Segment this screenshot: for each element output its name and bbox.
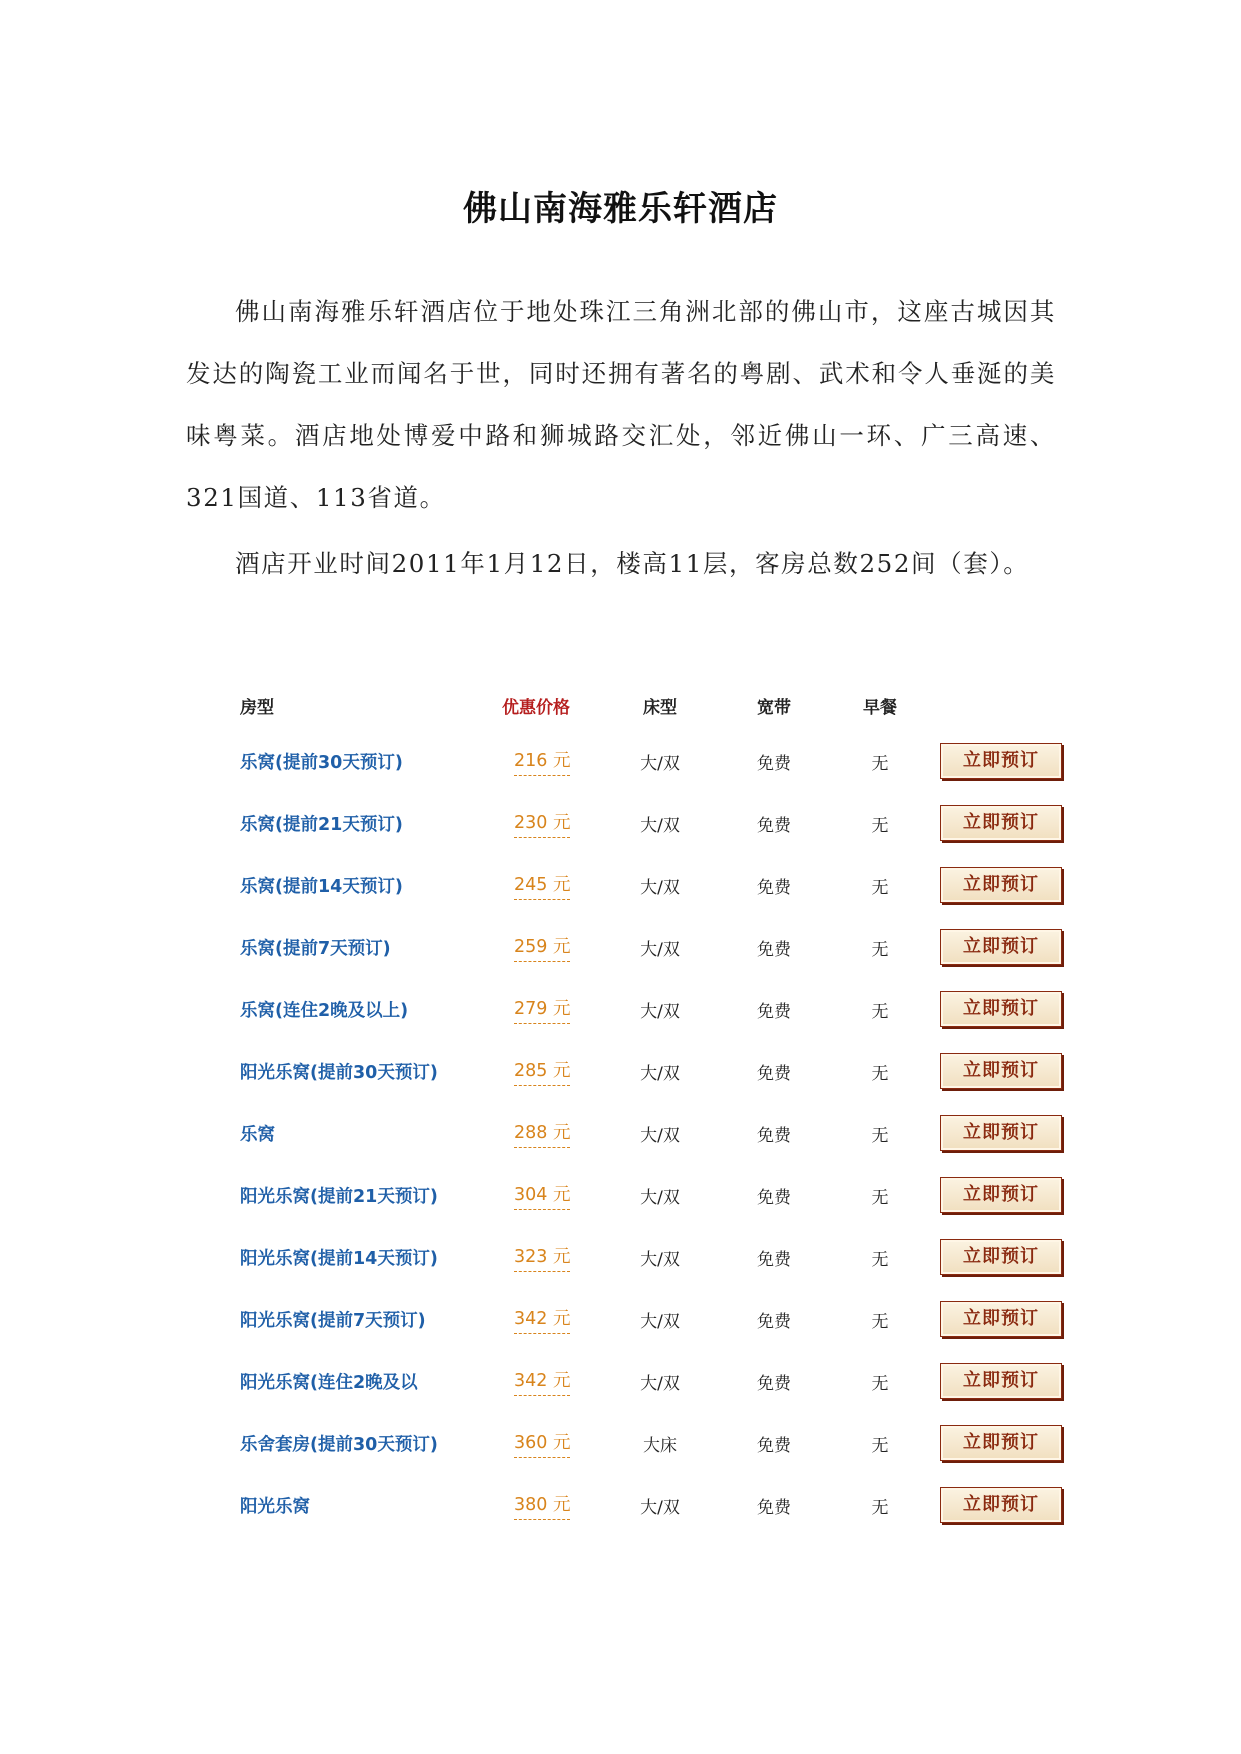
- bed-type-cell: [620, 978, 700, 1040]
- broadband-cell: [734, 1412, 814, 1474]
- table-row: [240, 1350, 1080, 1412]
- room-name-link[interactable]: 乐窝(连住2晚及以上): [240, 1000, 409, 1021]
- broadband-cell: [734, 1288, 814, 1350]
- book-now-button[interactable]: 立即预订: [940, 929, 1062, 965]
- broadband-value: 免费: [757, 877, 791, 898]
- bed-type-cell: [620, 1288, 700, 1350]
- broadband-value: 免费: [757, 1311, 791, 1332]
- action-cell: [940, 1412, 1080, 1474]
- room-name-link[interactable]: 阳光乐窝(提前21天预订): [240, 1186, 438, 1207]
- room-name-cell: [240, 916, 490, 978]
- breakfast-cell: [840, 1164, 920, 1226]
- book-now-button[interactable]: 立即预订: [940, 1487, 1062, 1523]
- room-name-link[interactable]: 阳光乐窝(连住2晚及以: [240, 1372, 418, 1393]
- price-value: 380 元: [514, 1491, 570, 1520]
- breakfast-value: 无: [871, 1497, 889, 1518]
- broadband-cell: [734, 1226, 814, 1288]
- action-cell: [940, 916, 1080, 978]
- room-name-link[interactable]: 乐窝(提前21天预订): [240, 814, 403, 835]
- price-cell: [502, 1474, 612, 1536]
- breakfast-cell: [840, 1288, 920, 1350]
- broadband-value: 免费: [757, 815, 791, 836]
- breakfast-cell: [840, 1474, 920, 1536]
- action-cell: [940, 1474, 1080, 1536]
- bed-type-value: 大/双: [640, 1125, 680, 1146]
- intro-paragraph: 佛山南海雅乐轩酒店位于地处珠江三角洲北部的佛山市，这座古城因其发达的陶瓷工业而闻名于世，同时还拥有著名的粤剧、武术和令人垂涎的美味粤菜。酒店地处博爱中路和狮城路交汇处，邻近佛山一环、广三高速、321国道、113省道。: [186, 296, 1056, 512]
- bed-type-value: 大/双: [640, 1373, 680, 1394]
- price-cell: [502, 1226, 612, 1288]
- bed-type-cell: [620, 916, 700, 978]
- price-value: 342 元: [514, 1367, 570, 1396]
- table-row: [240, 1412, 1080, 1474]
- broadband-value: 免费: [757, 1373, 791, 1394]
- broadband-value: 免费: [757, 753, 791, 774]
- table-row: [240, 978, 1080, 1040]
- room-name-cell: [240, 1040, 490, 1102]
- book-now-button[interactable]: 立即预订: [940, 1177, 1062, 1213]
- price-cell: [502, 1164, 612, 1226]
- room-name-cell: [240, 1474, 490, 1536]
- bed-type-value: 大/双: [640, 1497, 680, 1518]
- breakfast-value: 无: [871, 939, 889, 960]
- breakfast-cell: [840, 792, 920, 854]
- price-cell: [502, 1288, 612, 1350]
- price-cell: [502, 978, 612, 1040]
- price-value: 245 元: [514, 871, 570, 900]
- table-row: [240, 854, 1080, 916]
- bed-type-value: 大/双: [640, 753, 680, 774]
- broadband-value: 免费: [757, 1435, 791, 1456]
- breakfast-cell: [840, 1350, 920, 1412]
- book-now-button[interactable]: 立即预订: [940, 867, 1062, 903]
- price-value: 216 元: [514, 747, 570, 776]
- book-now-button[interactable]: 立即预订: [940, 1363, 1062, 1399]
- breakfast-cell: [840, 1226, 920, 1288]
- header-broadband: 宽带: [757, 697, 791, 718]
- price-value: 288 元: [514, 1119, 570, 1148]
- book-now-button[interactable]: 立即预订: [940, 1425, 1062, 1461]
- bed-type-value: 大/双: [640, 877, 680, 898]
- price-cell: [502, 792, 612, 854]
- broadband-cell: [734, 1102, 814, 1164]
- bed-type-cell: [620, 1412, 700, 1474]
- action-cell: [940, 730, 1080, 792]
- price-cell: [502, 1040, 612, 1102]
- price-cell: [502, 854, 612, 916]
- document-title: 佛山南海雅乐轩酒店: [463, 188, 778, 229]
- bed-type-value: 大床: [643, 1435, 677, 1456]
- broadband-value: 免费: [757, 1063, 791, 1084]
- bed-type-value: 大/双: [640, 1311, 680, 1332]
- room-name-link[interactable]: 乐窝(提前7天预订): [240, 938, 391, 959]
- broadband-cell: [734, 854, 814, 916]
- room-name-cell: [240, 1412, 490, 1474]
- bed-type-value: 大/双: [640, 1187, 680, 1208]
- breakfast-cell: [840, 1102, 920, 1164]
- bed-type-value: 大/双: [640, 939, 680, 960]
- room-name-cell: [240, 1102, 490, 1164]
- table-row: [240, 1164, 1080, 1226]
- table-row: [240, 1474, 1080, 1536]
- bed-type-cell: [620, 730, 700, 792]
- price-value: 360 元: [514, 1429, 570, 1458]
- bed-type-cell: [620, 1102, 700, 1164]
- room-name-link[interactable]: 乐舍套房(提前30天预订): [240, 1434, 438, 1455]
- action-cell: [940, 1226, 1080, 1288]
- room-name-cell: [240, 1226, 490, 1288]
- book-now-button[interactable]: 立即预订: [940, 743, 1062, 779]
- book-now-button[interactable]: 立即预订: [940, 1053, 1062, 1089]
- room-name-cell: [240, 1164, 490, 1226]
- room-name-cell: [240, 978, 490, 1040]
- table-header-row: [240, 680, 1080, 730]
- room-name-link[interactable]: 阳光乐窝(提前7天预订): [240, 1310, 426, 1331]
- breakfast-cell: [840, 978, 920, 1040]
- book-now-button[interactable]: 立即预订: [940, 1239, 1062, 1275]
- broadband-cell: [734, 916, 814, 978]
- room-name-link[interactable]: 乐窝(提前30天预订): [240, 752, 403, 773]
- header-price: 优惠价格: [502, 697, 570, 718]
- price-cell: [502, 1102, 612, 1164]
- bed-type-cell: [620, 1164, 700, 1226]
- broadband-cell: [734, 792, 814, 854]
- book-now-button[interactable]: 立即预订: [940, 1301, 1062, 1337]
- bed-type-cell: [620, 1040, 700, 1102]
- bed-type-value: 大/双: [640, 815, 680, 836]
- broadband-value: 免费: [757, 1497, 791, 1518]
- bed-type-value: 大/双: [640, 1001, 680, 1022]
- room-rate-table: [240, 680, 1080, 1536]
- price-value: 342 元: [514, 1305, 570, 1334]
- broadband-cell: [734, 1474, 814, 1536]
- broadband-value: 免费: [757, 1249, 791, 1270]
- action-cell: [940, 1288, 1080, 1350]
- breakfast-value: 无: [871, 1001, 889, 1022]
- broadband-cell: [734, 1350, 814, 1412]
- action-cell: [940, 1102, 1080, 1164]
- breakfast-cell: [840, 1412, 920, 1474]
- header-room-type: 房型: [240, 697, 274, 718]
- price-cell: [502, 916, 612, 978]
- broadband-cell: [734, 730, 814, 792]
- price-value: 323 元: [514, 1243, 570, 1272]
- breakfast-value: 无: [871, 1311, 889, 1332]
- room-name-link[interactable]: 阳光乐窝: [240, 1496, 310, 1517]
- breakfast-cell: [840, 916, 920, 978]
- bed-type-cell: [620, 854, 700, 916]
- table-row: [240, 792, 1080, 854]
- table-row: [240, 916, 1080, 978]
- bed-type-value: 大/双: [640, 1063, 680, 1084]
- price-value: 279 元: [514, 995, 570, 1024]
- breakfast-value: 无: [871, 877, 889, 898]
- room-name-cell: [240, 792, 490, 854]
- price-value: 304 元: [514, 1181, 570, 1210]
- room-name-link[interactable]: 乐窝: [240, 1124, 275, 1145]
- room-name-link[interactable]: 乐窝(提前14天预订): [240, 876, 403, 897]
- price-value: 285 元: [514, 1057, 570, 1086]
- room-name-link[interactable]: 阳光乐窝(提前14天预订): [240, 1248, 438, 1269]
- action-cell: [940, 1164, 1080, 1226]
- header-bed-type: 床型: [643, 697, 677, 718]
- broadband-cell: [734, 1040, 814, 1102]
- price-value: 259 元: [514, 933, 570, 962]
- room-name-link[interactable]: 阳光乐窝(提前30天预订): [240, 1062, 438, 1083]
- breakfast-cell: [840, 854, 920, 916]
- bed-type-value: 大/双: [640, 1249, 680, 1270]
- opening-info-paragraph: 酒店开业时间2011年1月12日，楼高11层，客房总数252间（套）。: [235, 548, 1030, 578]
- action-cell: [940, 978, 1080, 1040]
- table-row: [240, 1040, 1080, 1102]
- broadband-cell: [734, 978, 814, 1040]
- action-cell: [940, 1040, 1080, 1102]
- breakfast-cell: [840, 1040, 920, 1102]
- broadband-value: 免费: [757, 939, 791, 960]
- action-cell: [940, 792, 1080, 854]
- room-name-cell: [240, 1350, 490, 1412]
- breakfast-value: 无: [871, 815, 889, 836]
- breakfast-value: 无: [871, 1187, 889, 1208]
- breakfast-value: 无: [871, 1125, 889, 1146]
- table-row: [240, 1288, 1080, 1350]
- table-row: [240, 1226, 1080, 1288]
- table-row: [240, 1102, 1080, 1164]
- bed-type-cell: [620, 1474, 700, 1536]
- room-name-cell: [240, 854, 490, 916]
- price-cell: [502, 730, 612, 792]
- action-cell: [940, 1350, 1080, 1412]
- breakfast-cell: [840, 730, 920, 792]
- broadband-value: 免费: [757, 1187, 791, 1208]
- book-now-button[interactable]: 立即预订: [940, 805, 1062, 841]
- bed-type-cell: [620, 792, 700, 854]
- header-breakfast: 早餐: [863, 697, 897, 718]
- table-row: [240, 730, 1080, 792]
- broadband-value: 免费: [757, 1125, 791, 1146]
- breakfast-value: 无: [871, 1249, 889, 1270]
- broadband-cell: [734, 1164, 814, 1226]
- table-body: [240, 730, 1080, 1536]
- book-now-button[interactable]: 立即预订: [940, 991, 1062, 1027]
- price-value: 230 元: [514, 809, 570, 838]
- breakfast-value: 无: [871, 1373, 889, 1394]
- bed-type-cell: [620, 1226, 700, 1288]
- breakfast-value: 无: [871, 1063, 889, 1084]
- price-cell: [502, 1350, 612, 1412]
- breakfast-value: 无: [871, 753, 889, 774]
- price-cell: [502, 1412, 612, 1474]
- room-name-cell: [240, 1288, 490, 1350]
- book-now-button[interactable]: 立即预订: [940, 1115, 1062, 1151]
- action-cell: [940, 854, 1080, 916]
- bed-type-cell: [620, 1350, 700, 1412]
- room-name-cell: [240, 730, 490, 792]
- breakfast-value: 无: [871, 1435, 889, 1456]
- broadband-value: 免费: [757, 1001, 791, 1022]
